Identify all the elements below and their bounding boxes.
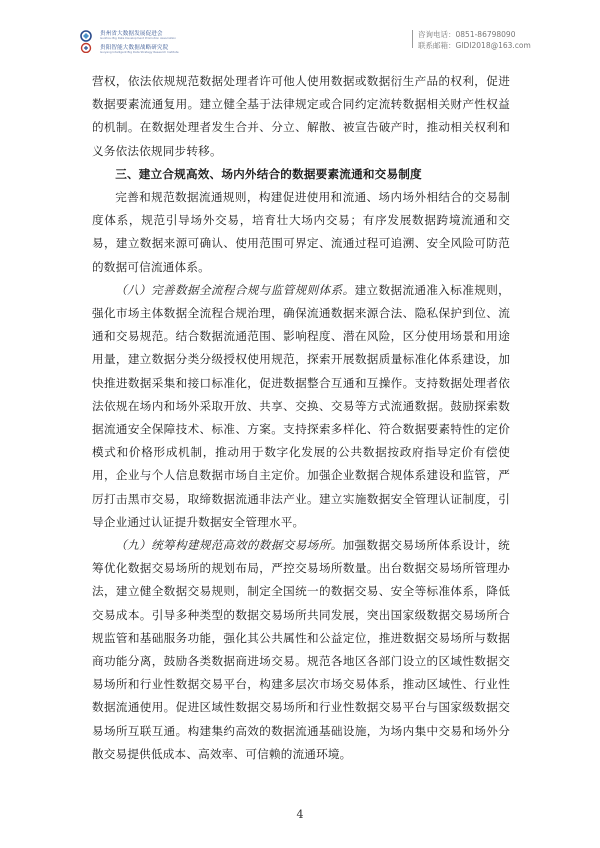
logo-title-institute: 贵阳智能大数据战略研究院 — [100, 45, 169, 51]
document-body — [92, 70, 510, 766]
item-8-body: 建立数据流通准入标准规则，强化市场主体数据全流程合规治理，确保流通数据来源合法、隐私保护到位、流通和交易规范。结合数据流通范围、影响程度、潜在风险，区分使用场景和用途用量，建立数据分类分级授权使用规范，探索开展数据质量标准化体系建设，加快推进数据采集和接口标准化，促进数据整合互通和互操作。支持数据处理者依法依规在场内和场外采取开放、共享、交换、交易等方式流通数据。鼓励探索数据流通安全保障技术、标准、方案。支持探索多样化、符合数据要素特性的定价模式和价格形成机制，推动用于数字化发展的公共数据按政府指导定价有偿使用，企业与个人信息数据市场自主定价。加强企业数据合规体系建设和监管，严厉打击黑市交易，取缔数据流通非法产业。建立实施数据安全管理认证制度，引导企业通过认证提升数据安全管理水平。 — [92, 282, 510, 529]
item-8-heading: （八）完善数据全流程合规与监管规则体系。 — [115, 282, 355, 297]
item-9-body: 加强数据交易场所体系设计，统筹优化数据交易场所的规划布局，严控交易场所数量。出台数据交易场所管理办法，建立健全数据交易规则，制定全国统一的数据交易、安全等标准体系，降低交易成本。引导多种类型的数据交易场所共同发展，突出国家级数据交易场所合规监管和基础服务功能，强化其公共属性和公益定位，推进数据交易场所与数据商功能分离，鼓励各类数据商进场交易。规范各地区各部门设立的区域性数据交易场所和行业性数据交易平台，构建多层次市场交易体系，推动区域性、行业性数据流通使用。促进区域性数据交易场所和行业性数据交易平台与国家级数据交易场所互联互通。构建集约高效的数据流通基础设施，为场内集中交易和场外分散交易提供低成本、高效率、可信赖的流通环境。 — [92, 538, 510, 761]
logo-subtitle-institute: Guiyang Intelligent Big Data Strategy Research Institute — [100, 50, 179, 54]
paragraph-section-3-intro: 完善和规范数据流通规则，构建促进使用和流通、场内场外相结合的交易制度体系，规范引导场外交易，培育壮大场内交易；有序发展数据跨境流通和交易，建立数据来源可确认、使用范围可界定、流通过程可追溯、安全风险可防范的数据可信流通体系。 — [92, 190, 510, 274]
contact-info — [418, 29, 531, 51]
item-9-heading: （九）统筹构建规范高效的数据交易场所。 — [115, 538, 343, 553]
logo-title-association: 贵州省大数据发展促进会 — [100, 31, 163, 37]
organization-logo — [78, 27, 228, 57]
paragraph-item-9 — [92, 534, 510, 766]
header-divider — [412, 30, 413, 48]
page-number: 4 — [296, 808, 304, 821]
logo-mark-icon — [78, 29, 98, 53]
paragraph-item-8 — [92, 279, 510, 534]
contact-email: 联系邮箱：GIDI2018@163.com — [418, 41, 531, 50]
paragraph-continuation: 营权，依法依规规范数据处理者许可他人使用数据或数据衍生产品的权利，促进数据要素流通复用。建立健全基于法律规定或合同约定流转数据相关财产性权益的机制。在数据处理者发生合并、分立、解散、被宣告破产时，推动相关权利和义务依法依规同步转移。 — [92, 74, 510, 158]
logo-subtitle-association: Guizhou Big Data Development Promotion Association — [100, 36, 177, 40]
contact-phone: 咨询电话：0851-86798090 — [418, 30, 516, 39]
page-header — [0, 0, 600, 60]
section-heading-3: 三、建立合规高效、场内外结合的数据要素流通和交易制度 — [115, 166, 422, 181]
